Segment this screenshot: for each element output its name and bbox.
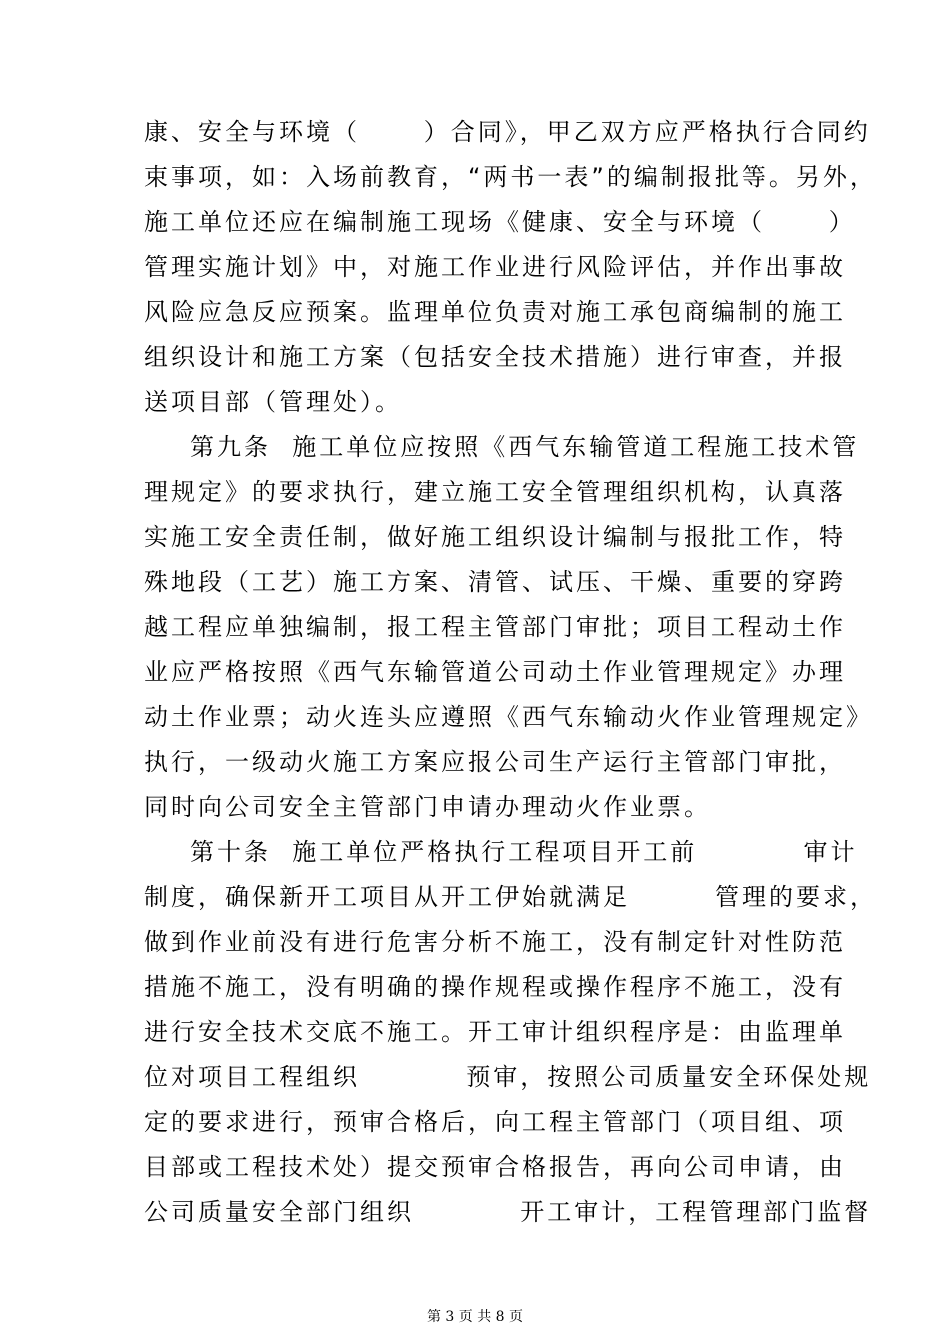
body-text-line: 位对项目工程组织 预审，按照公司质量安全环保处规	[144, 1063, 872, 1091]
body-text-line: 实施工安全责任制，做好施工组织设计编制与报批工作，特	[144, 523, 846, 551]
article-9-heading-line: 第九条 施工单位应按照《西气东输管道工程施工技术管	[190, 433, 860, 461]
body-text-line: 组织设计和施工方案（包括安全技术措施）进行审查，并报	[144, 343, 846, 371]
article-10-heading-line: 第十条 施工单位严格执行工程项目开工前 审计	[190, 838, 858, 866]
body-text-line: 做到作业前没有进行危害分析不施工，没有制定针对性防范	[144, 928, 846, 956]
body-text-line: 动土作业票；动火连头应遵照《西气东输动火作业管理规定》	[144, 703, 873, 731]
body-text-line: 目部或工程技术处）提交预审合格报告，再向公司申请，由	[144, 1153, 846, 1181]
body-text-line: 殊地段（工艺）施工方案、清管、试压、干燥、重要的穿跨	[144, 568, 846, 596]
body-text-line: 定的要求进行，预审合格后，向工程主管部门（项目组、项	[144, 1108, 846, 1136]
body-text-line: 越工程应单独编制，报工程主管部门审批；项目工程动土作	[144, 613, 846, 641]
body-text-line: 公司质量安全部门组织 开工审计，工程管理部门监督	[144, 1198, 872, 1226]
body-text-line: 风险应急反应预案。监理单位负责对施工承包商编制的施工	[144, 298, 846, 326]
body-text-line: 施工单位还应在编制施工现场《健康、安全与环境（ ）	[144, 208, 856, 236]
body-text-line: 执行，一级动火施工方案应报公司生产运行主管部门审批，	[144, 748, 846, 776]
body-text-line: 束事项，如：入场前教育，“两书一表”的编制报批等。另外，	[144, 163, 877, 191]
page-number-footer: 第 3 页 共 8 页	[426, 1309, 524, 1325]
body-text-line: 送项目部（管理处）。	[144, 388, 402, 416]
body-text-line: 业应严格按照《西气东输管道公司动土作业管理规定》办理	[144, 658, 846, 686]
body-text-line: 康、安全与环境（ ）合同》，甲乙双方应严格执行合同约	[144, 118, 871, 146]
body-text-line: 措施不施工，没有明确的操作规程或操作程序不施工，没有	[144, 973, 846, 1001]
body-text-line: 进行安全技术交底不施工。开工审计组织程序是：由监理单	[144, 1018, 846, 1046]
body-text-line: 理规定》的要求执行，建立施工安全管理组织机构，认真落	[144, 478, 846, 506]
body-text-line: 管理实施计划》中，对施工作业进行风险评估，并作出事故	[144, 253, 846, 281]
body-text-line: 同时向公司安全主管部门申请办理动火作业票。	[144, 793, 711, 821]
body-text-line: 制度，确保新开工项目从开工伊始就满足 管理的要求，	[144, 883, 878, 911]
